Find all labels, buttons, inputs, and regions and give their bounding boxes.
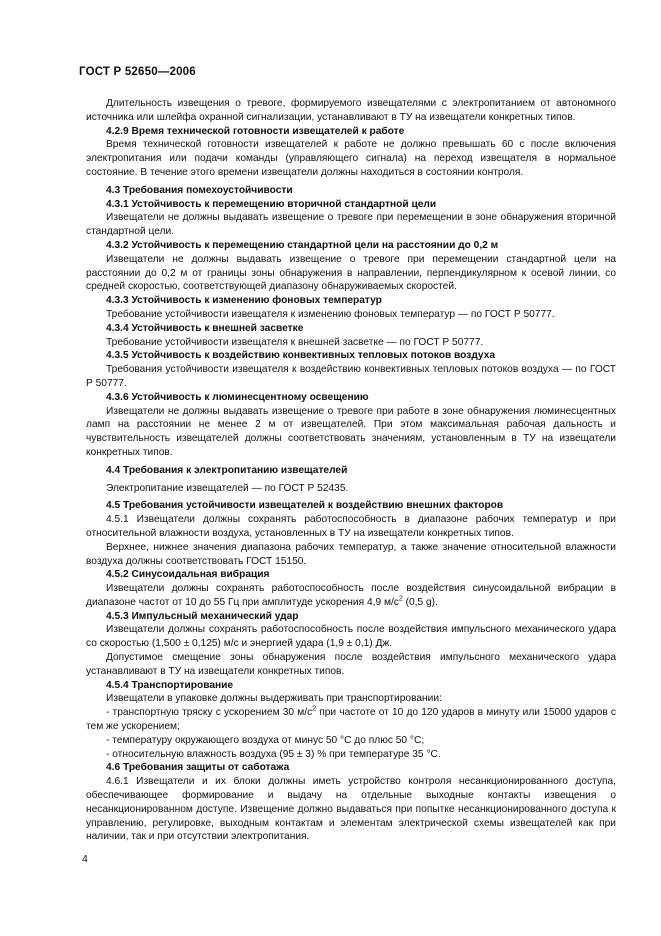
page-number: 4 bbox=[82, 853, 88, 865]
section-heading: 4.5.4 Транспортирование bbox=[106, 679, 234, 691]
paragraph: Допустимое смещение зоны обнаружения после воздействия импульсного механического удара устанавливают в ТУ на извещатели конкретных типов. bbox=[86, 652, 616, 677]
paragraph: Требование устойчивости извещателя к изменению фоновых температур — по ГОСТ Р 50777. bbox=[106, 308, 555, 320]
paragraph: - относительную влажность воздуха (95 ± 3) % при температуре 35 °С. bbox=[106, 748, 441, 760]
section-heading: 4.3.6 Устойчивость к люминесцентному освещению bbox=[106, 391, 369, 403]
section-heading: 4.5.2 Синусоидальная вибрация bbox=[106, 569, 270, 581]
paragraph: - температуру окружающего воздуха от минус 50 °С до плюс 50 °С; bbox=[106, 734, 425, 746]
section-heading: 4.3 Требования помехоустойчивости bbox=[106, 184, 293, 196]
paragraph: Извещатели должны сохранять работоспособность после воздействия синусоидальной вибрации в диапазоне частот от 10 до 55 Гц при амплитуде ускорения 4,9 $м/с^2$ (0,5 g). bbox=[86, 583, 616, 608]
section-heading: 4.4 Требования к электропитанию извещателей bbox=[106, 464, 348, 476]
paragraph: - транспортную тряску с ускорением 30 $м/с^2$ при частоте от 10 до 120 ударов в минуту или 15000 ударов с тем же ускорением; bbox=[86, 705, 616, 733]
section-heading: 4.6 Требования защиты от саботажа bbox=[106, 762, 290, 774]
document-body bbox=[86, 97, 616, 844]
paragraph: 4.5.1 Извещатели должны сохранять работоспособность в диапазоне рабочих температур и при относительной влажности воздуха, установленных в ТУ на извещатели конкретных типов. bbox=[86, 514, 616, 539]
paragraph: 4.6.1 Извещатели и их блоки должны иметь устройство контроля несанкционированного доступа, обеспечивающее формирование и выдачу на отдельные выходные контакты извещения о несанкционированном доступе. Извещение должно выдаваться при попытке несанкционированного доступа к управлению, регулировке, выходным контактам и элементам электрической схемы извещателей как при наличии, так и при отсутствии электропитания. bbox=[86, 776, 616, 843]
section-heading: 4.5.3 Импульсный механический удар bbox=[106, 610, 299, 622]
paragraph: Извещатели не должны выдавать извещение о тревоге при перемещении стандартной цели на расстоянии до 0,2 м от границы зоны обнаружения в направлении, перпендикулярном к осевой линии, со средней скоростью, соответствующей диапазону обнаруживаемых скоростей. bbox=[86, 253, 616, 293]
paragraph: Требование устойчивости извещателя к внешней засветке — по ГОСТ Р 50777. bbox=[106, 336, 484, 348]
section-heading: 4.2.9 Время технической готовности извещателей к работе bbox=[106, 125, 405, 137]
paragraph: Извещатели не должны выдавать извещение о тревоге при перемещении в зоне обнаружения вторичной стандартной цели. bbox=[86, 212, 616, 238]
section-heading: 4.5 Требования устойчивости извещателей к воздействию внешних факторов bbox=[106, 500, 504, 512]
paragraph: Извещатели не должны выдавать извещение о тревоге при работе в зоне обнаружения люминесцентных ламп на расстоянии не менее 2 м от извещателей. При этом максимальная рабочая дальность и чувствительность извещателей должны соответствовать значениям, установленным в ТУ на извещатели конкретных типов. bbox=[86, 405, 616, 458]
paragraph: Время технической готовности извещателей к работе не должно превышать 60 с после включения электропитания или подачи команды (управляющего сигнала) на переход извещателя в нормальное состояние. В течение этого времени извещатели должны находиться в состоянии контроля. bbox=[86, 139, 616, 178]
section-heading: 4.3.4 Устойчивость к внешней засветке bbox=[106, 322, 304, 334]
paragraph: Верхнее, нижнее значения диапазона рабочих температур, а также значение относительной влажности воздуха должны соответствовать ГОСТ 15150. bbox=[86, 541, 616, 567]
section-heading: 4.3.3 Устойчивость к изменению фоновых температур bbox=[106, 295, 382, 307]
section-heading: 4.3.2 Устойчивость к перемещению стандартной цели на расстоянии до 0,2 м bbox=[106, 239, 499, 251]
section-heading: 4.3.1 Устойчивость к перемещению вторичной стандартной цели bbox=[106, 198, 437, 210]
section-heading: 4.3.5 Устойчивость к воздействию конвективных тепловых потоков воздуха bbox=[106, 350, 496, 362]
paragraph: Извещатели в упаковке должны выдерживать при транспортировании: bbox=[106, 693, 442, 705]
paragraph: Требования устойчивости извещателя к воздействию конвективных тепловых потоков воздуха — по ГОСТ Р 50777. bbox=[86, 364, 616, 389]
paragraph: Длительность извещения о тревоге, формируемого извещателями с электропитанием от автономного источника или шлейфа охранной сигнализации, устанавливают в ТУ на извещатели конкретных типов. bbox=[86, 98, 616, 123]
paragraph: Электропитание извещателей — по ГОСТ Р 52435. bbox=[106, 482, 349, 494]
paragraph: Извещатели должны сохранять работоспособность после воздействия импульсного механического удара со скоростью (1,500 ± 0,125) м/с и энергией удара (1,9 ± 0,1) Дж. bbox=[86, 624, 616, 650]
document-header: ГОСТ Р 52650—2006 bbox=[79, 66, 196, 78]
